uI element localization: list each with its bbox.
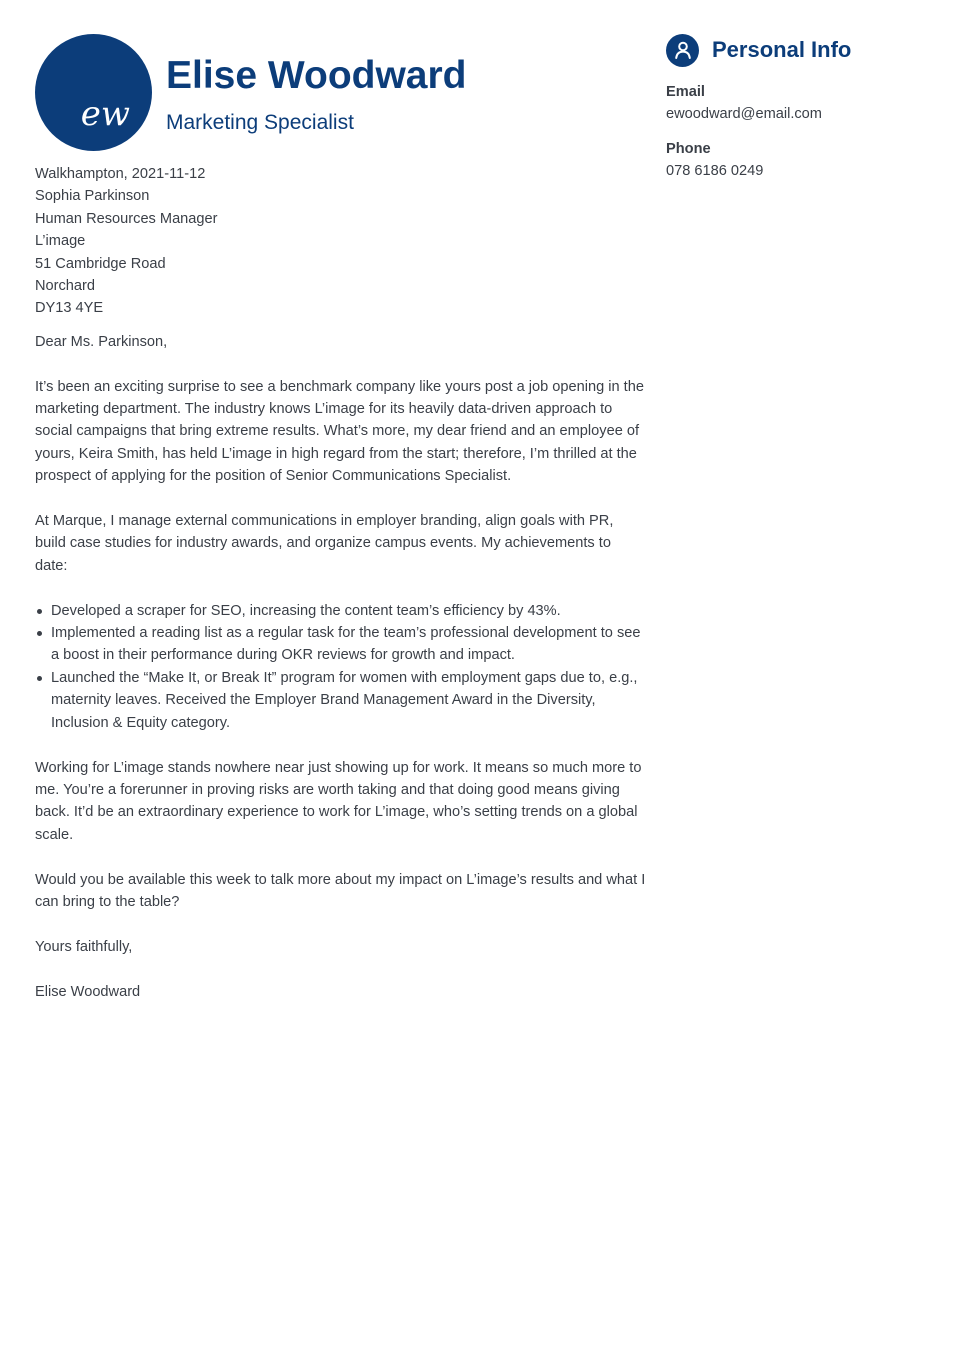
letter-body [35,163,647,1003]
applicant-name: Elise Woodward [166,54,467,97]
list-item: Implemented a reading list as a regular task for the team’s professional development to see a boost in their performance during OKR reviews for growth and impact. [51,622,647,667]
address-line-postcode: DY13 4YE [35,300,104,317]
section-title: Personal Info [712,37,852,62]
phone-label: Phone [666,141,711,157]
monogram-initials: ew [80,94,130,134]
salutation: Dear Ms. Parkinson, [35,333,168,350]
list-item: Developed a scraper for SEO, increasing the content team’s efficiency by 43%. [51,600,647,622]
monogram-avatar [35,34,152,151]
address-line-street: 51 Cambridge Road [35,255,166,272]
phone-value[interactable]: 078 6186 0249 [666,163,764,179]
person-icon [666,34,699,67]
paragraph-motivation: Working for L’image stands nowhere near just showing up for work. It means so much more to me. You’re a forerunner in proving risks are worth taking and that doing good means giving back. It’d be an extraordinary experience to work for L’image, who’s setting trends on a global scale. [35,759,642,843]
address-line-date: Walkhampton, 2021-11-12 [35,166,206,182]
paragraph-intro: It’s been an exciting surprise to see a benchmark company like yours post a job opening in the marketing department. The industry knows L’image for its heavily data-driven approach to social campaigns that bring extreme results. What’s more, my dear friend and an employee of yours, Keira Smith, has held L’image in high regard from the start; therefore, I’m thrilled at the prospect of applying for the position of Senior Communications Specialist. [35,378,644,485]
paragraph-experience: At Marque, I manage external communications in employer branding, align goals with PR, build case studies for industry awards, and organize campus events. My achievements to date: [35,513,614,574]
section-header [666,33,936,67]
closing: Yours faithfully, [35,938,133,955]
address-line-town: Norchard [35,278,96,295]
achievements-list [35,600,647,734]
applicant-job-title: Marketing Specialist [166,111,354,134]
recipient-address-block [35,163,647,320]
email-label: Email [666,84,705,100]
list-item: Launched the “Make It, or Break It” program for women with employment gaps due to, e.g., maternity leaves. Received the Employer Brand Management Award in the Diversity, Inclusion & Equity category. [51,667,647,734]
email-value[interactable]: ewoodward@email.com [666,106,822,122]
paragraph-call-to-action: Would you be available this week to talk more about my impact on L’image’s results and what I can bring to the table? [35,871,646,910]
address-line-recipient: Sophia Parkinson [35,188,150,205]
address-line-company: L’image [35,233,86,250]
address-line-position: Human Resources Manager [35,210,218,227]
signature: Elise Woodward [35,983,141,1000]
personal-info-section [666,33,936,182]
